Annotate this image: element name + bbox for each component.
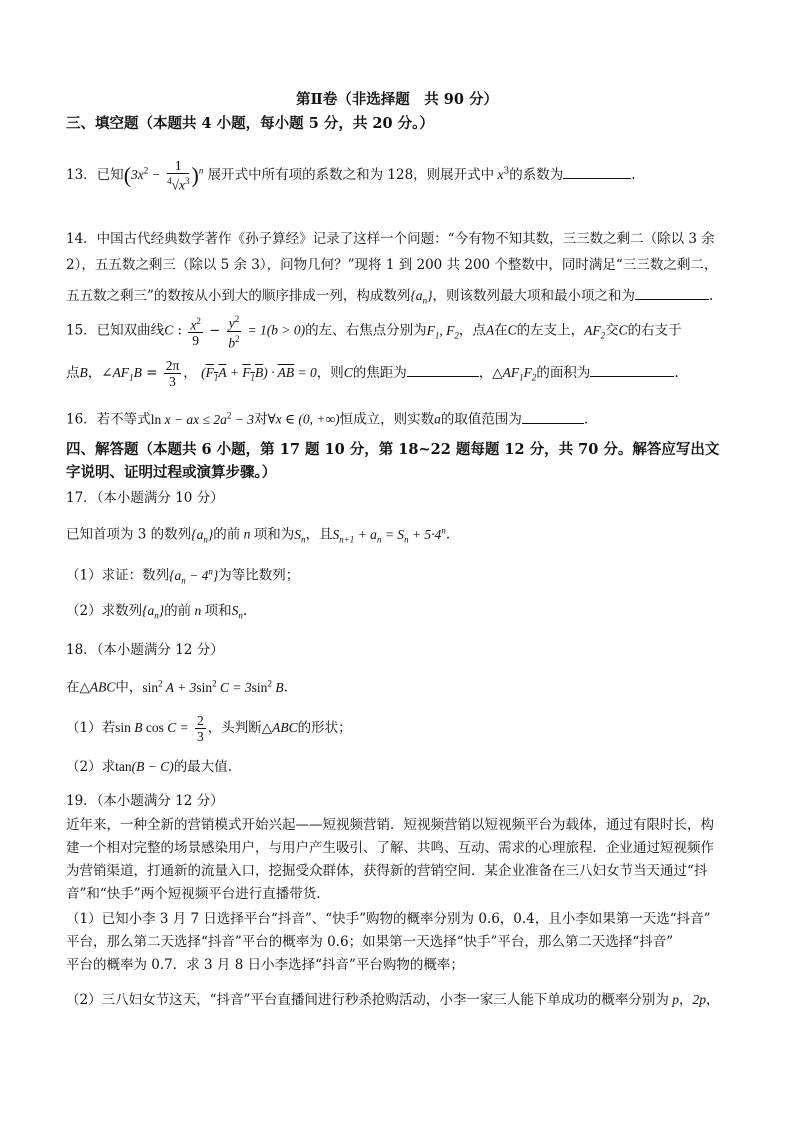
question-14-line-3: 五五数之剩三”的数按从小到大的顺序排成一列，构成数列$\{a_n\}$，则该数列最大项和最小项之和为 . [66,288,714,306]
question-19-header: 19．（本小题满分 12 分） [66,793,224,809]
answer-blank [407,364,479,377]
question-17-part-1: （1）求证：数列$\{a_n - 4^n\}$为等比数列； [66,566,300,586]
question-19-line-3: 为营销渠道，打通新的流量入口，挖掘受众群体，获得新的营销空间．某企业准备在三八妇女节当天通过“抖 [66,863,708,879]
section-4-heading-line-2: 字说明、证明过程或演算步骤。） [66,464,277,481]
question-15-line-1: 15．已知双曲线C : $\frac{x^2}{9}$ − $\frac{y^2}{b^2}$ = 1(b > 0)的左、右焦点分别为$F_1$, $F_2$，点A在C的左支上，$AF_2$交C的右支于 [66,314,682,350]
question-17-part-2: （2）求数列$\{a_n\}$的前 n 项和$S_n$. [66,603,248,621]
question-17-stem: 已知首项为 3 的数列$\{a_n\}$的前 n 项和为$S_n$，且$S_{n+1} + a_n = S_n + 5\cdot 4^n$. [66,525,451,545]
answer-blank [522,411,584,424]
question-19-part-2-line-1: （2）三八妇女节这天，“抖音”平台直播间进行秒杀抢购活动，小李一家三人能下单成功的概率分别为 p，2p， [66,992,720,1008]
section-3-heading: 三、填空题（本题共 4 小题，每小题 5 分，共 20 分。） [66,115,434,132]
question-19-part-1-line-1: （1）已知小李 3 月 7 日选择平台“抖音”、“快手”购物的概率分别为 0.6，0.4，且小李如果第一天选“抖音” [66,911,711,927]
question-19-line-2: 建一个相对完整的场景感染用户，与用户产生吸引、了解、共鸣、互动、需求的心理旅程．企业通过短视频作 [66,840,714,856]
question-18-part-1: （1）若sin B cos C = $\frac{2}{3}$ ，头判断△ABC的形状； [66,713,352,744]
question-14-line-2: 2），五五数之剩三（除以 5 余 3），问物几何？”现将 1 到 200 共 200 个整数中，同时满足“三三数之剩二， [66,257,718,273]
question-18-stem: 在△ABC中，$\sin^2 A + 3\sin^2$ $C = 3\sin^2$ B. [66,678,288,696]
answer-blank [635,287,709,300]
part-title: 第Ⅱ卷（非选择题 共 90 分） [296,91,498,108]
answer-blank [590,364,674,377]
question-19-line-1: 近年来，一种全新的营销模式开始兴起——短视频营销．短视频营销以短视频平台为载体，通过有限时长，构 [66,817,714,833]
question-18-part-2: （2）求tan(B − C)的最大值. [66,759,232,775]
question-15-line-2: 点B，$\angle AF_1B$ = $\frac{2\pi}{3}$ ， $(F_1A + F_1B) \cdot \overline{AB} = 0$，则C的焦距为 ，$\triangle AF_1F_2$的面积为 . [66,358,679,389]
section-4-heading-line-1: 四、解答题（本题共 6 小题，第 17 题 10 分，第 18~22 题每题 12 分，共 70 分。解答应写出文 [66,441,720,458]
question-16: 16．若不等式ln x − ax ≤ $2a^2 - 3$对∀x ∈ (0, +∞)恒成立，则实数a的取值范围为 . [66,410,589,428]
question-19-part-1-line-2: 平台，那么第二天选择“抖音”平台的概率为 0.6；如果第一天选择“快手”平台，那么第二天选择“抖音” [66,934,674,950]
question-19-part-1-line-3: 平台的概率为 0.7．求 3 月 8 日小李选择“抖音”平台购物的概率； [66,957,464,973]
fraction: $\frac{1}{^4√x^3}$ [167,158,190,193]
question-14-line-1: 14．中国古代经典数学著作《孙子算经》记录了这样一个问题：“今有物不知其数，三三数之剩二（除以 3 余 [66,231,715,247]
answer-blank [563,166,631,179]
question-19-line-4: 音”和“快手”两个短视频平台进行直播带货. [66,886,321,902]
question-18-header: 18．（本小题满分 12 分） [66,642,224,658]
question-13: 13．已知($3x^2$ − $\frac{1}{^4√x^3}$ )$^n$ 展开式中所有项的系数之和为 128，则展开式中 $x^3$的系数为 . [66,158,636,193]
question-17-header: 17．（本小题满分 10 分） [66,490,224,506]
